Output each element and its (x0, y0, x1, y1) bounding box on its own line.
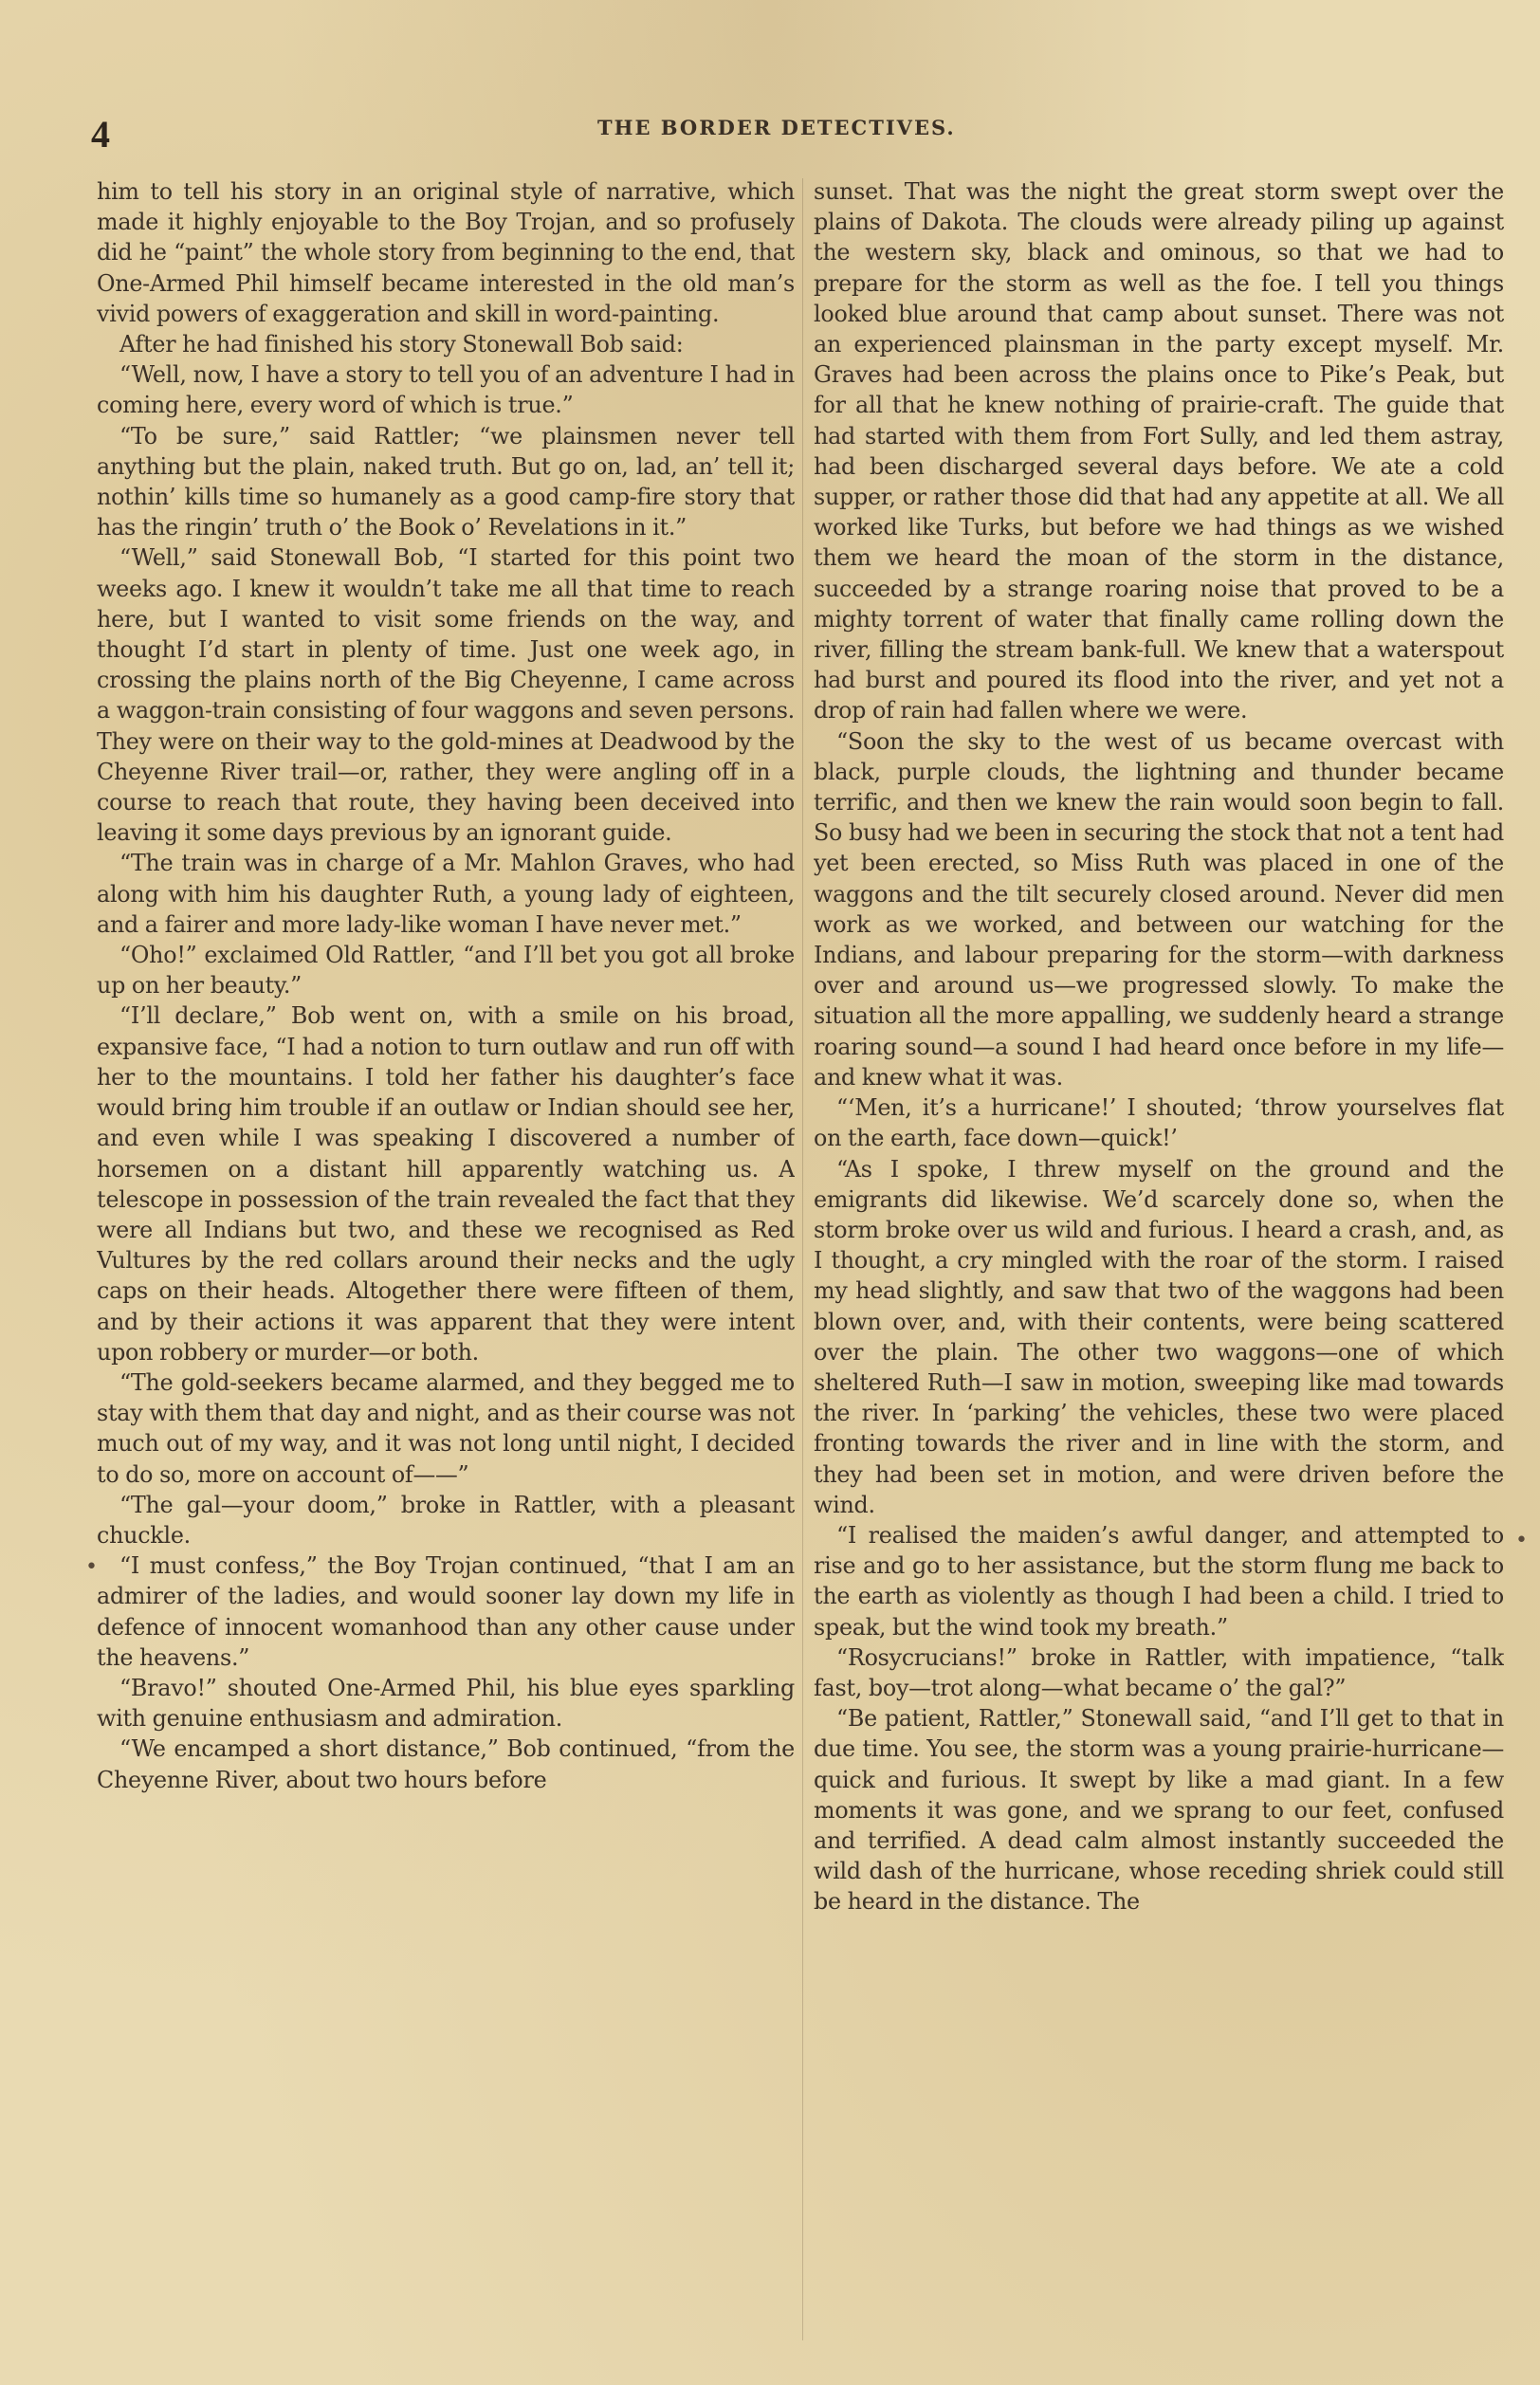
margin-mark: • (1515, 1529, 1528, 1552)
right-column (814, 176, 1504, 2357)
paragraph: After he had finished his story Stonewall Bob said: (119, 331, 684, 358)
paragraph: “‘Men, it’s a hurricane!’ I shouted; ‘throw yourselves flat on the earth, face down—quick!’ (814, 1094, 1504, 1152)
paragraph: “As I spoke, I threw myself on the ground and the emigrants did likewise. We’d scarcely done so, when the storm broke over us wild and furious. I heard a crash, and, as I thought, a cry mingled with the roar of the storm. I raised my head slightly, and saw that two of the waggons had been blown over, and, with their contents, were being scattered over the plain. The other two waggons—one of which sheltered Ruth—I saw in motion, sweeping like mad towards the river. In ‘parking’ the vehicles, these two were placed fronting towards the river and in line with the storm, and they had been set in motion, and were driven before the wind. (814, 1155, 1504, 1518)
paragraph: “Bravo!” shouted One-Armed Phil, his blue eyes sparkling with genuine enthusiasm and admiration. (97, 1674, 795, 1733)
paragraph: “We encamped a short distance,” Bob continued, “from the Cheyenne River, about two hours before (97, 1735, 795, 1793)
column-divider (802, 178, 803, 2340)
running-title: THE BORDER DETECTIVES. (597, 116, 956, 139)
paragraph: “The gold-seekers became alarmed, and they begged me to stay with them that day and night, and as their course was not much out of my way, and it was not long until night, I decided to do so, more on account of——” (97, 1368, 795, 1488)
paragraph: him to tell his story in an original style of narrative, which made it highly enjoyable to the Boy Trojan, and so profusely did he “paint” the whole story from beginning to the end, that One-Armed Phil himself became interested in the old man’s vivid powers of exaggeration and skill in word-painting. (97, 178, 795, 327)
paragraph: “Well, now, I have a story to tell you of an adventure I had in coming here, every word of which is true.” (97, 361, 795, 419)
margin-mark: • (85, 1555, 98, 1579)
paragraph: sunset. That was the night the great storm swept over the plains of Dakota. The clouds were already piling up against the western sky, black and ominous, so that we had to prepare for the storm as well as the foe. I tell you things looked blue around that camp about sunset. There was not an experienced plainsman in the party except myself. Mr. Graves had been across the plains once to Pike’s Peak, but for all that he knew nothing of prairie-craft. The guide that had started with them from Fort Sully, and led them astray, had been discharged several days before. We ate a cold supper, or rather those did that had any appetite at all. We all worked like Turks, but before we had things as we wished them we heard the moan of the storm in the distance, succeeded by a strange roaring noise that proved to be a mighty torrent of water that finally came rolling down the river, filling the stream bank-full. We knew that a waterspout had burst and poured its flood into the river, and yet not a drop of rain had fallen where we were. (814, 178, 1504, 725)
paragraph: “Well,” said Stonewall Bob, “I started for this point two weeks ago. I knew it wouldn’t take me all that time to reach here, but I wanted to visit some friends on the way, and thought I’d start in plenty of time. Just one week ago, in crossing the plains north of the Big Cheyenne, I came across a waggon-train consisting of four waggons and seven persons. They were on their way to the gold-mines at Deadwood by the Cheyenne River trail—or, rather, they were angling off in a course to reach that route, they having been deceived into leaving it some days previous by an ignorant guide. (97, 544, 795, 847)
paragraph: “The gal—your doom,” broke in Rattler, with a pleasant chuckle. (97, 1491, 795, 1549)
paragraph: “To be sure,” said Rattler; “we plainsmen never tell anything but the plain, naked truth. But go on, lad, an’ tell it; nothin’ kills time so humanely as a good camp-fire story that has the ringin’ truth o’ the Book o’ Revelations in it.” (97, 422, 795, 541)
paragraph: “I realised the maiden’s awful danger, and attempted to rise and go to her assistance, but the storm flung me back to the earth as violently as though I had been a child. I tried to speak, but the wind took my breath.” (814, 1521, 1504, 1641)
paragraph: “Soon the sky to the west of us became overcast with black, purple clouds, the lightning and thunder became terrific, and then we knew the rain would soon begin to fall. So busy had we been in securing the stock that not a tent had yet been erected, so Miss Ruth was placed in one of the waggons and the tilt securely closed around. Never did men work as we worked, and between our watching for the Indians, and labour preparing for the storm—with darkness over and around us—we progressed slowly. To make the situation all the more appalling, we suddenly heard a strange roaring sound—a sound I had heard once before in my life—and knew what it was. (814, 727, 1504, 1091)
paragraph: “Be patient, Rattler,” Stonewall said, “and I’ll get to that in due time. You see, the storm was a young prairie-hurricane—quick and furious. It swept by like a mad giant. In a few moments it was gone, and we sprang to our feet, confused and terrified. A dead calm almost instantly succeeded the wild dash of the hurricane, whose receding shriek could still be heard in the distance. The (814, 1705, 1504, 1916)
paragraph: “I’ll declare,” Bob went on, with a smile on his broad, expansive face, “I had a notion to turn outlaw and run off with her to the mountains. I told her father his daughter’s face would bring him trouble if an outlaw or Indian should see her, and even while I was speaking I discovered a number of horsemen on a distant hill apparently watching us. A telescope in possession of the train revealed the fact that they were all Indians but two, and these we recognised as Red Vultures by the red collars around their necks and the ugly caps on their heads. Altogether there were fifteen of them, and by their actions it was apparent that they were intent upon robbery or murder—or both. (97, 1002, 795, 1366)
paragraph: “The train was in charge of a Mr. Mahlon Graves, who had along with him his daughter Ruth, a young lady of eighteen, and a fairer and more lady-like woman I have never met.” (97, 850, 795, 938)
left-column (97, 176, 795, 2357)
paragraph: “Oho!” exclaimed Old Rattler, “and I’ll bet you got all broke up on her beauty.” (97, 942, 795, 1000)
paragraph: “Rosycrucians!” broke in Rattler, with impatience, “talk fast, boy—trot along—what became o’ the gal?” (814, 1643, 1504, 1701)
page-number: 4 (91, 113, 110, 156)
paragraph: “I must confess,” the Boy Trojan continued, “that I am an admirer of the ladies, and would sooner lay down my life in defence of innocent womanhood than any other cause under the heavens.” (97, 1552, 795, 1671)
